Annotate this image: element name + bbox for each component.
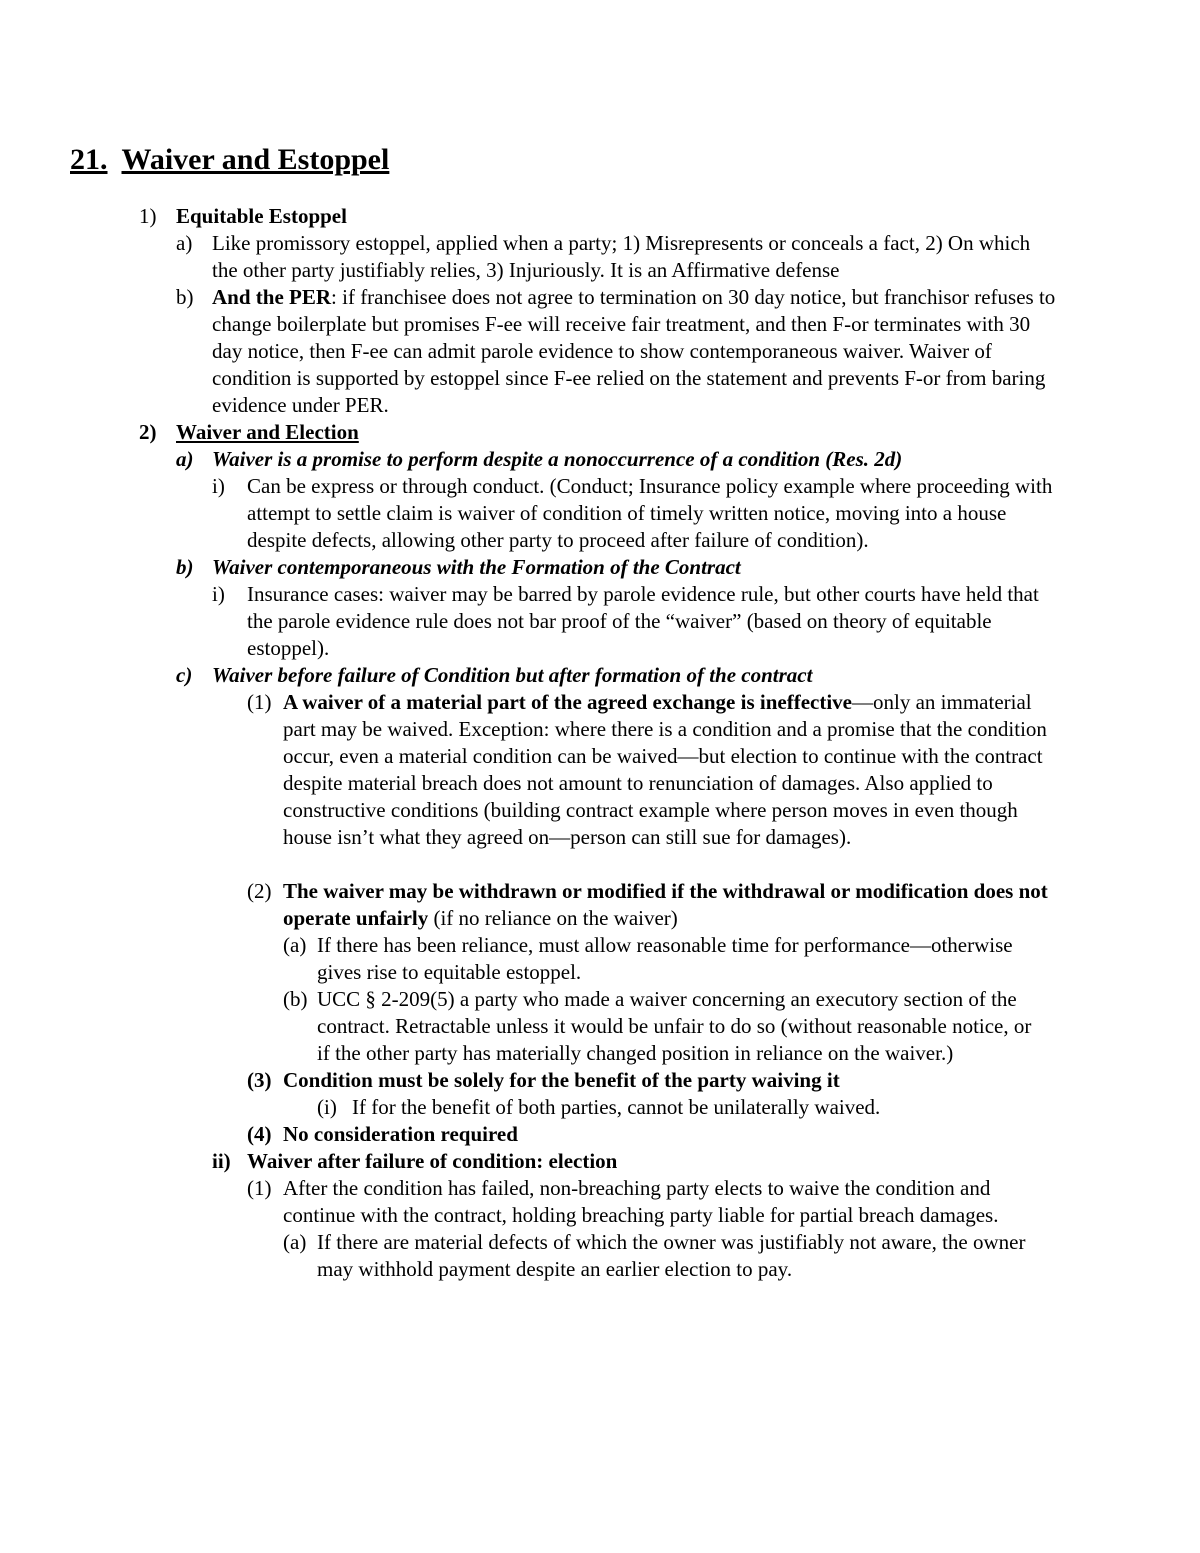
section-2a-title: Waiver is a promise to perform despite a nonoccurrence of a condition (Res. 2d) bbox=[212, 447, 903, 471]
section-2-ii-heading bbox=[0, 1148, 1200, 1175]
section-2c-1-bold: A waiver of a material part of the agreed exchange is ineffective bbox=[283, 690, 852, 714]
section-2c-4-text: No consideration required bbox=[283, 1122, 518, 1146]
section-2a-i bbox=[0, 473, 1200, 554]
section-2c-2-a bbox=[0, 932, 1200, 986]
section-1b bbox=[0, 284, 1200, 419]
section-1b-bold: And the PER bbox=[212, 285, 332, 309]
section-2b-title: Waiver contemporaneous with the Formation of the Contract bbox=[212, 555, 741, 579]
section-2-ii-1-marker: (1) bbox=[247, 1176, 272, 1200]
section-2c-1-text: —only an immaterial part may be waived. Exception: where there is a condition and a promise that the condition occur, even a material condition can be waived—but election to continue with the contract despite material breach does not amount to renunciation of damages. Also applied to constructive conditions (building contract example where person moves in even though house isn’t what they agreed on—person can still sue for damages). bbox=[283, 690, 1047, 849]
section-2-ii-1-a-marker: (a) bbox=[283, 1230, 307, 1254]
section-1-heading bbox=[0, 203, 1200, 230]
section-2-heading bbox=[0, 419, 1200, 446]
section-2b-i bbox=[0, 581, 1200, 662]
section-1b-body bbox=[212, 284, 1062, 419]
section-2c-marker: c) bbox=[176, 663, 193, 687]
section-2b-heading bbox=[0, 554, 1200, 581]
section-2-ii-1-a bbox=[0, 1229, 1200, 1283]
section-1a-marker: a) bbox=[176, 231, 193, 255]
section-2c-2-a-marker: (a) bbox=[283, 933, 307, 957]
section-2c-2-bold: The waiver may be withdrawn or modified if the withdrawal or modification does not operate unfairly bbox=[283, 879, 1048, 930]
section-2c-3 bbox=[0, 1067, 1200, 1094]
section-2a-i-marker: i) bbox=[212, 474, 225, 498]
section-2-title: Waiver and Election bbox=[176, 420, 359, 444]
section-2c-4-marker: (4) bbox=[247, 1122, 272, 1146]
section-2c-1 bbox=[0, 689, 1200, 851]
section-2c-2-marker: (2) bbox=[247, 879, 272, 903]
section-2c-2-b-text: UCC § 2-209(5) a party who made a waiver concerning an executory section of the contract. Retractable unless it would be unfair to do so (without reasonable notice, or if the other party has materially changed position in reliance on the waiver.) bbox=[317, 987, 1032, 1065]
title-number: 21. bbox=[70, 143, 108, 176]
section-2c-2 bbox=[0, 878, 1200, 932]
section-2c-3-i-marker: (i) bbox=[317, 1095, 337, 1119]
section-2b-marker: b) bbox=[176, 555, 194, 579]
section-2c-2-b bbox=[0, 986, 1200, 1067]
section-2c-heading bbox=[0, 662, 1200, 689]
blank-line bbox=[0, 851, 1200, 878]
section-2b-i-text: Insurance cases: waiver may be barred by parole evidence rule, but other courts have held that the parole evidence rule does not bar proof of the “waiver” (based on theory of equitable estoppel). bbox=[247, 582, 1039, 660]
section-2c-2-a-text: If there has been reliance, must allow reasonable time for performance—otherwise gives rise to equitable estoppel. bbox=[317, 933, 1013, 984]
title-text: Waiver and Estoppel bbox=[121, 143, 390, 176]
section-2c-3-marker: (3) bbox=[247, 1068, 272, 1092]
section-1b-marker: b) bbox=[176, 285, 194, 309]
section-2c-4 bbox=[0, 1121, 1200, 1148]
section-1a-text: Like promissory estoppel, applied when a party; 1) Misrepresents or conceals a fact, 2) On which the other party justifiably relies, 3) Injuriously. It is an Affirmative defense bbox=[212, 231, 1031, 282]
section-2c-3-i-text: If for the benefit of both parties, cannot be unilaterally waived. bbox=[352, 1095, 881, 1119]
section-2-ii-marker: ii) bbox=[212, 1149, 231, 1173]
section-2-ii-1 bbox=[0, 1175, 1200, 1229]
section-1b-text: : if franchisee does not agree to termination on 30 day notice, but franchisor refuses to change boilerplate but promises F-ee will receive fair treatment, and then F-or terminates with 30 day notice, then F-ee can admit parole evidence to show contemporaneous waiver. Waiver of condition is supported by estoppel since F-ee relied on the statement and prevents F-or from baring evidence under PER. bbox=[212, 285, 1056, 417]
section-2b-i-marker: i) bbox=[212, 582, 225, 606]
section-2c-1-marker: (1) bbox=[247, 690, 272, 714]
section-2-ii-1-a-text: If there are material defects of which the owner was justifiably not aware, the owner may withhold payment despite an earlier election to pay. bbox=[317, 1230, 1026, 1281]
section-2c-2-text: (if no reliance on the waiver) bbox=[428, 906, 678, 930]
section-1-marker: 1) bbox=[139, 204, 157, 228]
section-2c-2-b-marker: (b) bbox=[283, 987, 308, 1011]
page-title bbox=[70, 142, 389, 178]
section-2-ii-1-text: After the condition has failed, non-breaching party elects to waive the condition and continue with the contract, holding breaching party liable for partial breach damages. bbox=[283, 1176, 999, 1227]
section-2a-marker: a) bbox=[176, 447, 194, 471]
section-2c-3-text: Condition must be solely for the benefit of the party waiving it bbox=[283, 1068, 840, 1092]
section-2c-title: Waiver before failure of Condition but after formation of the contract bbox=[212, 663, 813, 687]
section-2c-3-i bbox=[0, 1094, 1200, 1121]
section-2a-heading bbox=[0, 446, 1200, 473]
section-2c-2-body bbox=[283, 878, 1058, 932]
section-1a bbox=[0, 230, 1200, 284]
section-2-marker: 2) bbox=[139, 420, 157, 444]
section-2a-i-text: Can be express or through conduct. (Conduct; Insurance policy example where proceeding with attempt to settle claim is waiver of condition of timely written notice, moving into a house despite defects, allowing other party to proceed after failure of condition). bbox=[247, 474, 1053, 552]
section-1-title: Equitable Estoppel bbox=[176, 204, 347, 228]
section-2-ii-title: Waiver after failure of condition: election bbox=[247, 1149, 618, 1173]
section-2c-1-body bbox=[283, 689, 1053, 851]
outline bbox=[0, 203, 1200, 1283]
